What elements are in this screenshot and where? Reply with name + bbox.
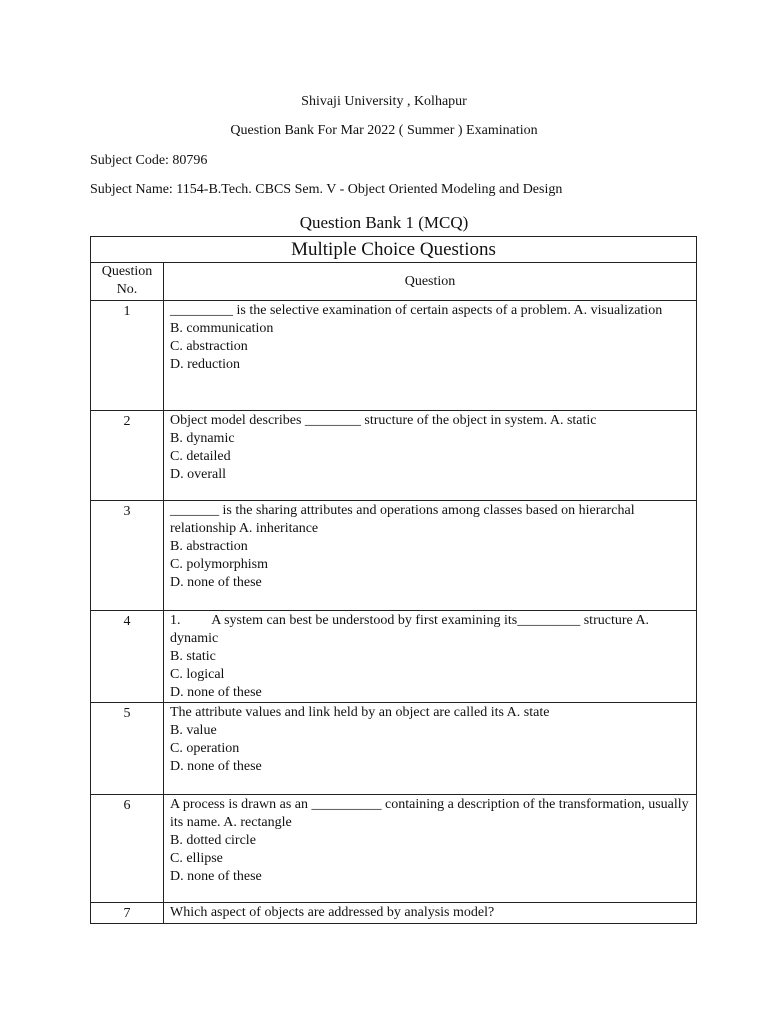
- question-cell: [164, 611, 697, 703]
- question-text: Which aspect of objects are addressed by analysis model?: [170, 905, 495, 920]
- answer-option: B. communication: [170, 321, 274, 336]
- question-bank-title: Question Bank For Mar 2022 ( Summer ) Examination: [230, 123, 538, 138]
- mcq-table: [90, 236, 697, 924]
- question-number: 3: [91, 501, 164, 611]
- answer-option: C. operation: [170, 741, 240, 756]
- answer-option: D. none of these: [170, 575, 262, 590]
- question-text: _______ is the sharing attributes and operations among classes based on hierarchal relationship A. inheritance: [170, 503, 639, 536]
- question-cell: [164, 903, 697, 924]
- table-row: [91, 903, 697, 924]
- question-number: 5: [91, 703, 164, 795]
- question-number: 4: [91, 611, 164, 703]
- question-text: The attribute values and link held by an object are called its A. state: [170, 705, 550, 720]
- answer-option: C. ellipse: [170, 851, 223, 866]
- question-number: 7: [91, 903, 164, 924]
- answer-option: B. dotted circle: [170, 833, 256, 848]
- table-row: [91, 301, 697, 411]
- table-row: [91, 411, 697, 501]
- answer-option: B. dynamic: [170, 431, 235, 446]
- answer-option: C. logical: [170, 667, 225, 682]
- subject-code: Subject Code: 80796: [90, 153, 208, 168]
- table-row: [91, 703, 697, 795]
- question-cell: [164, 411, 697, 501]
- answer-option: D. none of these: [170, 685, 262, 700]
- question-cell: [164, 795, 697, 903]
- column-header-question: Question: [164, 263, 697, 301]
- answer-option: D. none of these: [170, 759, 262, 774]
- answer-option: C. polymorphism: [170, 557, 269, 572]
- table-row: [91, 795, 697, 903]
- table-title: Multiple Choice Questions: [91, 237, 697, 263]
- question-number: 6: [91, 795, 164, 903]
- question-text: A process is drawn as an __________ containing a description of the transformation, usually its name. A. rectangle: [170, 797, 693, 830]
- question-number: 2: [91, 411, 164, 501]
- question-bank-name: Question Bank 1 (MCQ): [299, 213, 469, 232]
- subject-name: Subject Name: 1154-B.Tech. CBCS Sem. V - Object Oriented Modeling and Design: [90, 182, 563, 197]
- answer-option: B. abstraction: [170, 539, 248, 554]
- question-number: 1: [91, 301, 164, 411]
- answer-option: D. overall: [170, 467, 226, 482]
- answer-option: C. abstraction: [170, 339, 248, 354]
- answer-option: B. static: [170, 649, 216, 664]
- question-text: 1. A system can best be understood by first examining its_________ structure A. dynamic: [170, 613, 653, 646]
- question-cell: [164, 301, 697, 411]
- question-text: _________ is the selective examination of certain aspects of a problem. A. visualization: [170, 303, 663, 318]
- column-header-question-no: Question No.: [91, 263, 164, 301]
- question-cell: [164, 703, 697, 795]
- answer-option: C. detailed: [170, 449, 231, 464]
- table-row: [91, 501, 697, 611]
- answer-option: D. none of these: [170, 869, 262, 884]
- table-row: [91, 611, 697, 703]
- answer-option: B. value: [170, 723, 217, 738]
- answer-option: D. reduction: [170, 357, 240, 372]
- question-cell: [164, 501, 697, 611]
- question-rows: [91, 301, 697, 924]
- university-name: Shivaji University , Kolhapur: [301, 94, 467, 109]
- question-text: Object model describes ________ structure of the object in system. A. static: [170, 413, 597, 428]
